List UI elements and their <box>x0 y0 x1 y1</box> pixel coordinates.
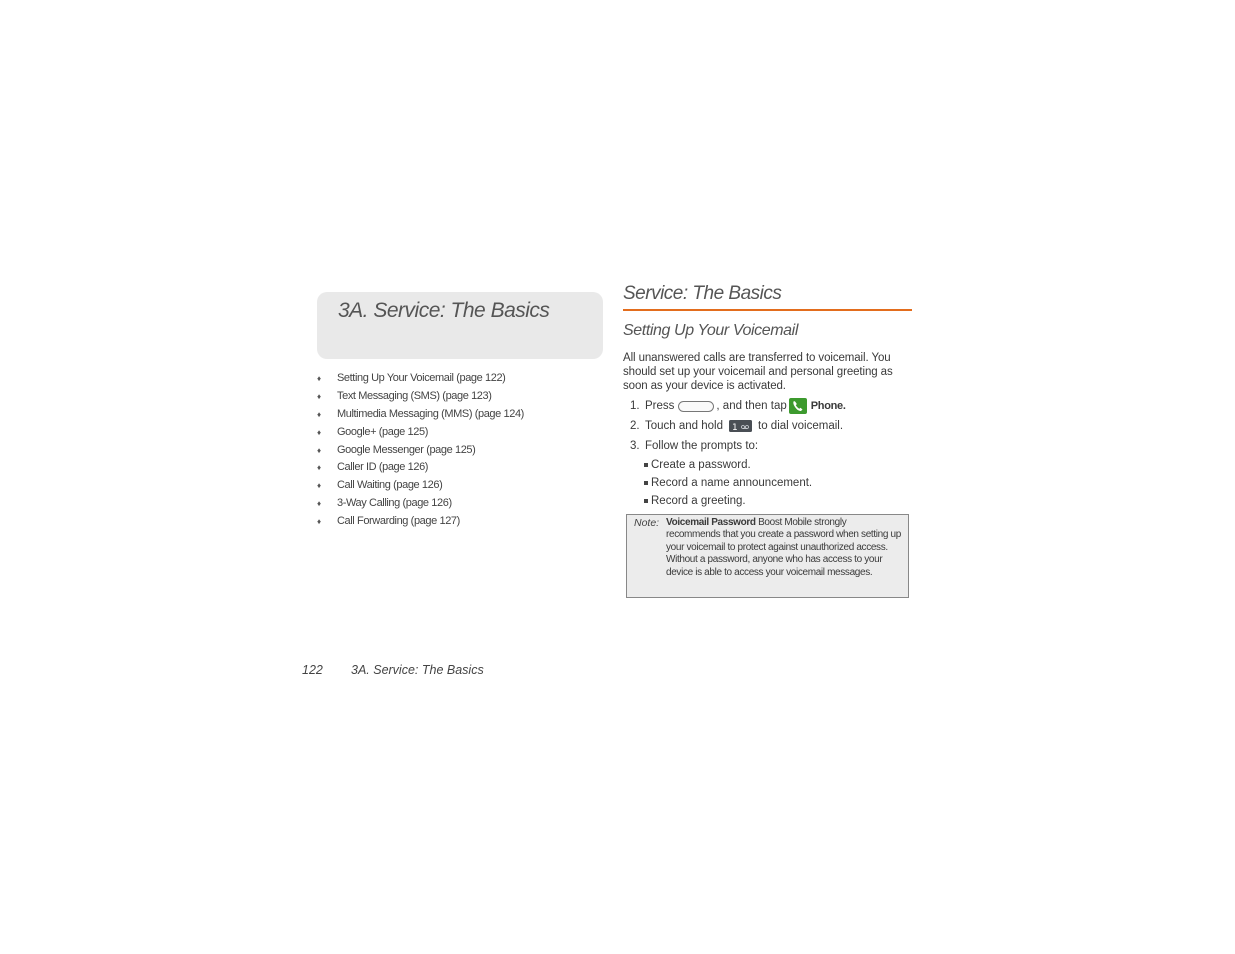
toc-item[interactable]: ♦ 3-Way Calling (page 126) <box>317 495 524 513</box>
step-1: 1. Press , and then tap Phone. <box>630 398 846 414</box>
diamond-bullet-icon: ♦ <box>317 463 321 473</box>
chapter-toc <box>317 370 524 531</box>
phone-app-icon <box>789 398 807 414</box>
toc-item[interactable]: ♦ Text Messaging (SMS) (page 123) <box>317 388 524 406</box>
toc-item[interactable]: ♦ Call Forwarding (page 127) <box>317 513 524 531</box>
diamond-bullet-icon: ♦ <box>317 427 321 437</box>
diamond-bullet-icon: ♦ <box>317 445 321 455</box>
note-body <box>666 517 902 579</box>
step-number: 1. <box>630 400 640 413</box>
note-label: Note: <box>634 517 660 529</box>
diamond-bullet-icon: ♦ <box>317 517 321 527</box>
chapter-header-box <box>317 292 603 359</box>
footer-chapter-title: 3A. Service: The Basics <box>351 663 484 677</box>
note-text: Boost Mobile strongly recommends that you create a password when setting up your voicemail to protect against unauthorized access. Without a password, anyone who has access to your device is able to access your voicemail messages. <box>666 517 901 578</box>
toc-item[interactable]: ♦ Setting Up Your Voicemail (page 122) <box>317 370 524 388</box>
list-item: Create a password. <box>644 457 751 473</box>
toc-item[interactable]: ♦ Caller ID (page 126) <box>317 459 524 477</box>
diamond-bullet-icon: ♦ <box>317 481 321 491</box>
diamond-bullet-icon: ♦ <box>317 409 321 419</box>
chapter-title: 3A. Service: The Basics <box>338 299 550 322</box>
step-number: 3. <box>630 440 640 452</box>
home-key-icon <box>678 401 714 412</box>
toc-item[interactable]: ♦ Multimedia Messaging (MMS) (page 124) <box>317 406 524 424</box>
step-number: 2. <box>630 420 640 432</box>
note-box <box>626 514 909 598</box>
section-title: Service: The Basics <box>623 283 912 311</box>
voicemail-key-icon <box>729 420 752 432</box>
square-bullet-icon <box>644 499 648 503</box>
svg-text:1: 1 <box>732 422 738 432</box>
step-2: 2. Touch and hold 1 to dial voicemail. <box>630 420 844 432</box>
toc-item[interactable]: ♦ Google+ (page 125) <box>317 424 524 442</box>
square-bullet-icon <box>644 481 648 485</box>
diamond-bullet-icon: ♦ <box>317 499 321 509</box>
subsection-title: Setting Up Your Voicemail <box>623 322 798 339</box>
list-item: Record a greeting. <box>644 493 746 509</box>
toc-item[interactable]: ♦ Call Waiting (page 126) <box>317 477 524 495</box>
diamond-bullet-icon: ♦ <box>317 374 321 383</box>
diamond-bullet-icon: ♦ <box>317 391 321 401</box>
note-heading: Voicemail Password <box>666 517 756 528</box>
list-item: Record a name announcement. <box>644 475 812 491</box>
step-3: 3. Follow the prompts to: <box>630 440 759 452</box>
toc-item[interactable]: ♦ Google Messenger (page 125) <box>317 442 524 460</box>
square-bullet-icon <box>644 463 648 467</box>
intro-paragraph: All unanswered calls are transferred to voicemail. You should set up your voicemail and personal greeting as soon as your device is activated. <box>623 352 893 392</box>
page-number: 122 <box>302 663 323 677</box>
